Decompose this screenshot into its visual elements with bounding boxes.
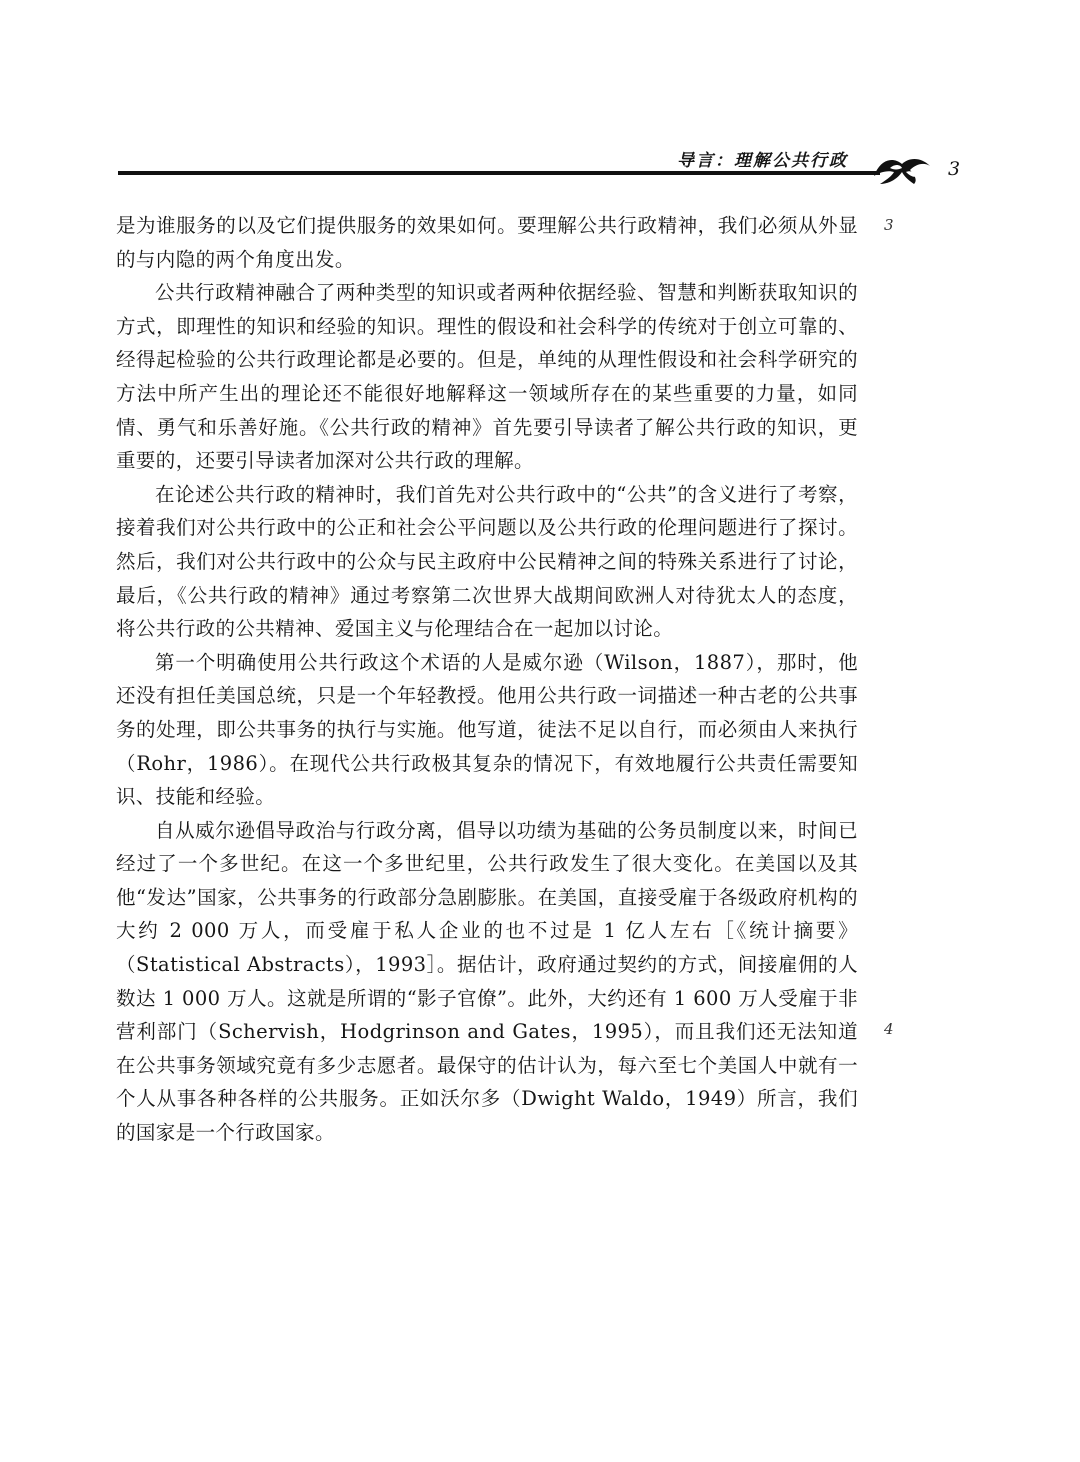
header-rule [118,171,880,175]
interlocking-hands-logo-icon [870,150,934,190]
paragraph-5: 自从威尔逊倡导政治与行政分离，倡导以功绩为基础的公务员制度以来，时间已经过了一个多世纪。在这一个多世纪里，公共行政发生了很大变化。在美国以及其他“发达”国家，公共事务的行政部分急剧膨胀。在美国，直接受雇于各级政府机构的大约 2 000 万人，而受雇于私人企业的也不过是 1 亿人左右［《统计摘要》（Statistical Abstracts），1993］。据估计，政府通过契约的方式，间接雇佣的人数达 1 000 万人。这就是所谓的“影子官僚”。此外，大约还有 1 600 万人受雇于非营利部门（Schervish，Hodgrinson and Gates，1995），而且我们还无法知道在公共事务领域究竟有多少志愿者。最保守的估计认为，每六至七个美国人中就有一个人从事各种各样的公共服务。正如沃尔多（Dwight Waldo，1949）所言，我们的国家是一个行政国家。 [116,818,858,1145]
body-text [116,209,858,1150]
paragraph-4: 第一个明确使用公共行政这个术语的人是威尔逊（Wilson，1887），那时，他还没有担任美国总统，只是一个年轻教授。他用公共行政一词描述一种古老的公共事务的处理，即公共事务的执行与实施。他写道，徒法不足以自行，而必须由人来执行（Rohr，1986）。在现代公共行政极其复杂的情况下，有效地履行公共责任需要知识、技能和经验。 [116,650,858,809]
running-header-title: 导言：理解公共行政 [677,151,848,171]
margin-number-4: 4 [884,1020,894,1038]
margin-number-3: 3 [884,216,894,234]
paragraph-2: 公共行政精神融合了两种类型的知识或者两种依据经验、智慧和判断获取知识的方式，即理性的知识和经验的知识。理性的假设和社会科学的传统对于创立可靠的、经得起检验的公共行政理论都是必要的。但是，单纯的从理性假设和社会科学研究的方法中所产生出的理论还不能很好地解释这一领域所存在的某些重要的力量，如同情、勇气和乐善好施。《公共行政的精神》首先要引导读者了解公共行政的知识，更重要的，还要引导读者加深对公共行政的理解。 [116,281,858,473]
paragraph-1: 是为谁服务的以及它们提供服务的效果如何。要理解公共行政精神，我们必须从外显的与内隐的两个角度出发。 [116,214,858,271]
page-number: 3 [948,158,961,180]
paragraph-3: 在论述公共行政的精神时，我们首先对公共行政中的“公共”的含义进行了考察，接着我们对公共行政中的公正和社会公平问题以及公共行政的伦理问题进行了探讨。然后，我们对公共行政中的公众与民主政府中公民精神之间的特殊关系进行了讨论，最后，《公共行政的精神》通过考察第二次世界大战期间欧洲人对待犹太人的态度，将公共行政的公共精神、爱国主义与伦理结合在一起加以讨论。 [116,482,858,641]
